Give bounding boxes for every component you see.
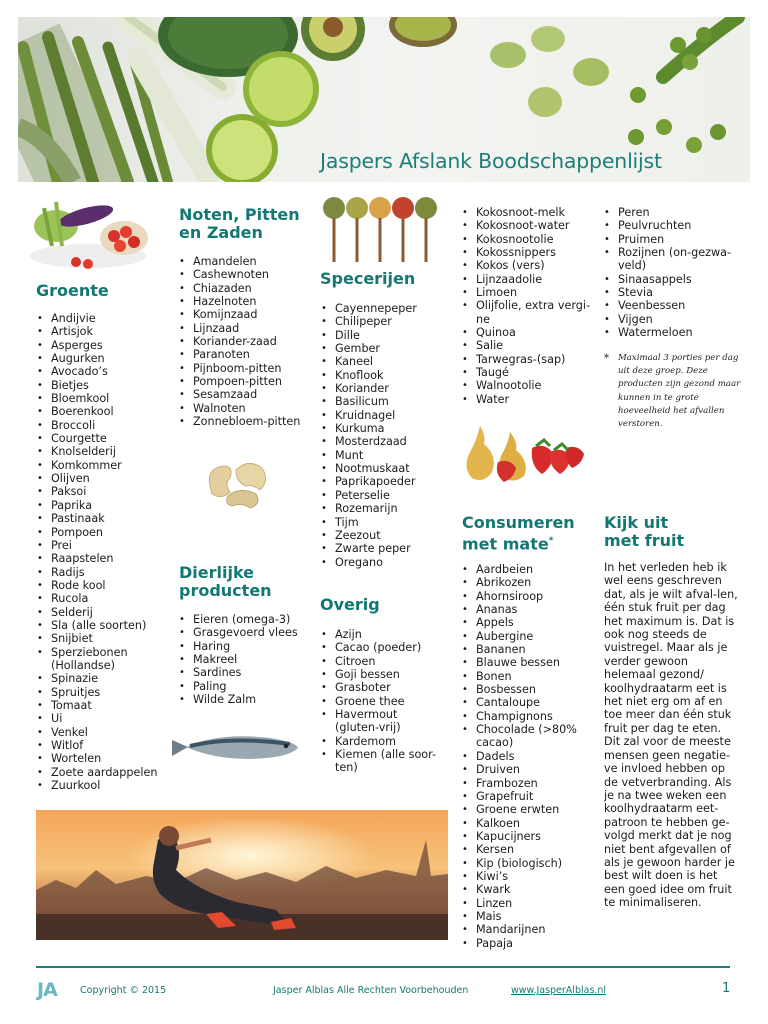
list-item: • Radijs: [37, 566, 172, 579]
list-item: • Zoete aardappelen: [37, 766, 172, 779]
list-item: • Chocolade (>80% cacao): [462, 723, 597, 750]
list-item: • Koriander: [321, 382, 456, 395]
consumeren-list-continued: [604, 206, 736, 339]
list-item: • Havermout (gluten-vrij): [321, 708, 439, 735]
list-item: • Tarwegras-(sap): [462, 353, 594, 366]
list-item: • Zonnebloem-pitten: [179, 415, 319, 428]
cashew-nuts-image: [200, 456, 274, 510]
fruit-heading-line1: Kijk uit: [604, 513, 669, 532]
list-item: • Rozijnen (on-gezwa-veld): [604, 246, 736, 273]
footer-website-link[interactable]: www.JasperAlblas.nl: [511, 985, 607, 996]
specerijen-heading: Specerijen: [320, 269, 416, 288]
list-item: • Zuurkool: [37, 779, 172, 792]
list-item: • Basilicum: [321, 395, 456, 408]
list-item: • Chiazaden: [179, 282, 319, 295]
list-item: • Pruimen: [604, 233, 736, 246]
list-item: • Champignons: [462, 710, 597, 723]
list-item: • Abrikozen: [462, 576, 597, 589]
list-item: • Kardemom: [321, 735, 439, 748]
list-item: • Druiven: [462, 763, 597, 776]
fruit-heading-line2: met fruit: [604, 531, 685, 550]
list-item: • Walnootolie: [462, 379, 594, 392]
list-item: • Pijnboom-pitten: [179, 362, 319, 375]
list-item: • Prei: [37, 539, 172, 552]
list-item: • Venkel: [37, 726, 172, 739]
consumeren-heading-line1: Consumeren: [462, 513, 575, 532]
list-item: • Azijn: [321, 628, 439, 641]
list-item: • Limoen: [462, 286, 594, 299]
list-item: • Raapstelen: [37, 552, 172, 565]
list-item: • Kokosnoot-water: [462, 219, 594, 232]
overig-list: [321, 628, 439, 775]
dierlijk-list: [179, 613, 319, 706]
list-item: • Linzen: [462, 897, 597, 910]
list-item: • Paling: [179, 680, 319, 693]
list-item: • Cantaloupe: [462, 696, 597, 709]
page-number: 1: [722, 981, 731, 996]
overig-heading: Overig: [320, 595, 380, 614]
list-item: • Aubergine: [462, 630, 597, 643]
list-item: • Mais: [462, 910, 597, 923]
overig-section: [320, 596, 380, 614]
list-item: • Blauwe bessen: [462, 656, 597, 669]
list-item: • Spinazie: [37, 672, 172, 685]
spices-image: [321, 194, 439, 264]
list-item: • Komijnzaad: [179, 308, 319, 321]
list-item: • Tomaat: [37, 699, 172, 712]
list-item: • Zeezout: [321, 529, 456, 542]
list-item: • Ui: [37, 712, 172, 725]
list-item: • Kiemen (alle soor-ten): [321, 748, 439, 775]
consumeren-heading-line2: met mate*: [462, 534, 554, 554]
footer-rights: Jasper Alblas Alle Rechten Voorbehouden: [273, 985, 469, 996]
list-item: • Salie: [462, 339, 594, 352]
list-item: • Gember: [321, 342, 456, 355]
list-item: • Lijnzaad: [179, 322, 319, 335]
list-item: • Sardines: [179, 666, 319, 679]
specerijen-section: [320, 270, 415, 288]
list-item: • Wilde Zalm: [179, 693, 319, 706]
fruit-section: [604, 514, 684, 550]
consumeren-footnote: * Maximaal 3 porties per dag uit deze groep. Deze producten zijn gezond maar kunnen in te grote hoeveelheid het afvallen verstoren.: [604, 352, 744, 431]
list-item: • Stevia: [604, 286, 736, 299]
asparagus-image: [18, 23, 168, 182]
list-item: • Cashewnoten: [179, 268, 319, 281]
footer-divider: [36, 966, 730, 968]
dierlijk-heading-line1: Dierlijke: [179, 563, 255, 582]
list-item: • Taugé: [462, 366, 594, 379]
list-item: • Kruidnagel: [321, 409, 456, 422]
list-item: • Pompoen-pitten: [179, 375, 319, 388]
list-item: • Peren: [604, 206, 736, 219]
list-item: • Sla (alle soorten): [37, 619, 172, 632]
noten-list: [179, 255, 319, 428]
consumeren-section: [462, 514, 575, 553]
list-item: • Snijbiet: [37, 632, 172, 645]
list-item: • Sperziebonen (Hollandse): [37, 646, 172, 673]
list-item: • Papaja: [462, 937, 597, 950]
list-item: • Amandelen: [179, 255, 319, 268]
list-item: • Eieren (omega-3): [179, 613, 319, 626]
list-item: • Kiwi’s: [462, 870, 597, 883]
list-item: • Rucola: [37, 592, 172, 605]
list-item: • Olijfolie, extra vergi-ne: [462, 299, 594, 326]
list-item: • Ananas: [462, 603, 597, 616]
list-item: • Kalkoen: [462, 817, 597, 830]
fruit-paragraph: In het verleden heb ik wel eens geschreven dat, als je wilt afval-len, één stuk fruit per dag het maximum is. Dat is ook nog steeds de vuistregel. Maar als je verder gewoon helemaal gezond/ koolhydraatarm eet is het niet erg om af en toe meer dan één stuk fruit per dag te eten. Dit zal voor de meeste mensen geen negatie-ve invloed hebben op de vetverbranding. Als je na twee weken een koolhydraatarm eet-patroon te hebben ge-volgd merkt dat je nog niet bent afgevallen of als je gewoon harder je best wilt doen is het een goed idee om fruit te minimaliseren.: [604, 561, 738, 910]
list-item: • Kokosnootolie: [462, 233, 594, 246]
list-item: • Cacao (poeder): [321, 641, 439, 654]
noten-heading-line2: en Zaden: [179, 223, 263, 242]
list-item: • Spruitjes: [37, 686, 172, 699]
list-item: • Citroen: [321, 655, 439, 668]
list-item: • Vijgen: [604, 313, 736, 326]
dierlijk-section: [179, 564, 272, 600]
list-item: • Bananen: [462, 643, 597, 656]
list-item: • Koriander-zaad: [179, 335, 319, 348]
list-item: • Avocado’s: [37, 365, 172, 378]
list-item: • Frambozen: [462, 777, 597, 790]
list-item: • Groene thee: [321, 695, 439, 708]
list-item: • Kokos (vers): [462, 259, 594, 272]
list-item: • Munt: [321, 449, 456, 462]
list-item: • Sesamzaad: [179, 388, 319, 401]
list-item: • Augurken: [37, 352, 172, 365]
page-title: Jaspers Afslank Boodschappenlijst: [320, 149, 662, 173]
pears-strawberries-image: [462, 422, 586, 484]
list-item: • Bloemkool: [37, 392, 172, 405]
list-item: • Chilipeper: [321, 315, 456, 328]
list-item: • Nootmuskaat: [321, 462, 456, 475]
list-item: • Makreel: [179, 653, 319, 666]
groente-list: [37, 312, 172, 792]
fish-image: [170, 730, 302, 764]
list-item: • Hazelnoten: [179, 295, 319, 308]
list-item: • Grasgevoerd vlees: [179, 626, 319, 639]
list-item: • Rode kool: [37, 579, 172, 592]
list-item: • Kip (biologisch): [462, 857, 597, 870]
list-item: • Dadels: [462, 750, 597, 763]
list-item: • Broccoli: [37, 419, 172, 432]
list-item: • Appels: [462, 616, 597, 629]
footer-copyright: Copyright © 2015: [80, 985, 167, 996]
list-item: • Paranoten: [179, 348, 319, 361]
list-item: • Selderij: [37, 606, 172, 619]
list-item: • Water: [462, 393, 594, 406]
list-item: • Kwark: [462, 883, 597, 896]
list-item: • Bietjes: [37, 379, 172, 392]
list-item: • Paprika: [37, 499, 172, 512]
list-item: • Aardbeien: [462, 563, 597, 576]
list-item: • Peterselie: [321, 489, 456, 502]
list-item: • Grasboter: [321, 681, 439, 694]
asterisk-mark: *: [548, 536, 554, 546]
footer-logo: JA: [37, 979, 57, 1001]
list-item: • Cayennepeper: [321, 302, 456, 315]
list-item: • Mosterdzaad: [321, 435, 456, 448]
list-item: • Komkommer: [37, 459, 172, 472]
list-item: • Watermeloen: [604, 326, 736, 339]
list-item: • Veenbessen: [604, 299, 736, 312]
list-item: • Witlof: [37, 739, 172, 752]
vegetables-image: [26, 196, 150, 270]
list-item: • Andijvie: [37, 312, 172, 325]
list-item: • Kokosnoot-melk: [462, 206, 594, 219]
list-item: • Lijnzaadolie: [462, 273, 594, 286]
groente-section: [36, 282, 109, 300]
list-item: • Mandarijnen: [462, 923, 597, 936]
list-item: • Peulvruchten: [604, 219, 736, 232]
list-item: • Ahornsiroop: [462, 590, 597, 603]
list-item: • Kapucijners: [462, 830, 597, 843]
list-item: • Kurkuma: [321, 422, 456, 435]
list-item: • Boerenkool: [37, 405, 172, 418]
dierlijk-heading-line2: producten: [179, 581, 272, 600]
list-item: • Wortelen: [37, 752, 172, 765]
list-item: • Knolselderij: [37, 445, 172, 458]
list-item: • Knoflook: [321, 369, 456, 382]
overig-list-continued: [462, 206, 594, 406]
list-item: • Haring: [179, 640, 319, 653]
noten-heading-line1: Noten, Pitten: [179, 205, 300, 224]
list-item: • Walnoten: [179, 402, 319, 415]
list-item: • Rozemarijn: [321, 502, 456, 515]
sunset-runner-photo: [36, 810, 448, 940]
specerijen-list: [321, 302, 456, 569]
list-item: • Asperges: [37, 339, 172, 352]
list-item: • Dille: [321, 329, 456, 342]
list-item: • Groene erwten: [462, 803, 597, 816]
list-item: • Oregano: [321, 556, 456, 569]
consumeren-list: [462, 563, 597, 950]
list-item: • Quinoa: [462, 326, 594, 339]
list-item: • Zwarte peper: [321, 542, 456, 555]
list-item: • Courgette: [37, 432, 172, 445]
list-item: • Paksoi: [37, 485, 172, 498]
list-item: • Artisjok: [37, 325, 172, 338]
list-item: • Bonen: [462, 670, 597, 683]
list-item: • Sinaasappels: [604, 273, 736, 286]
noten-section: [179, 206, 300, 242]
list-item: • Kersen: [462, 843, 597, 856]
list-item: • Bosbessen: [462, 683, 597, 696]
list-item: • Tijm: [321, 516, 456, 529]
list-item: • Kaneel: [321, 355, 456, 368]
list-item: • Olijven: [37, 472, 172, 485]
list-item: • Pompoen: [37, 526, 172, 539]
list-item: • Paprikapoeder: [321, 475, 456, 488]
list-item: • Kokossnippers: [462, 246, 594, 259]
list-item: • Goji bessen: [321, 668, 439, 681]
groente-heading: Groente: [36, 281, 109, 300]
list-item: • Grapefruit: [462, 790, 597, 803]
list-item: • Pastinaak: [37, 512, 172, 525]
